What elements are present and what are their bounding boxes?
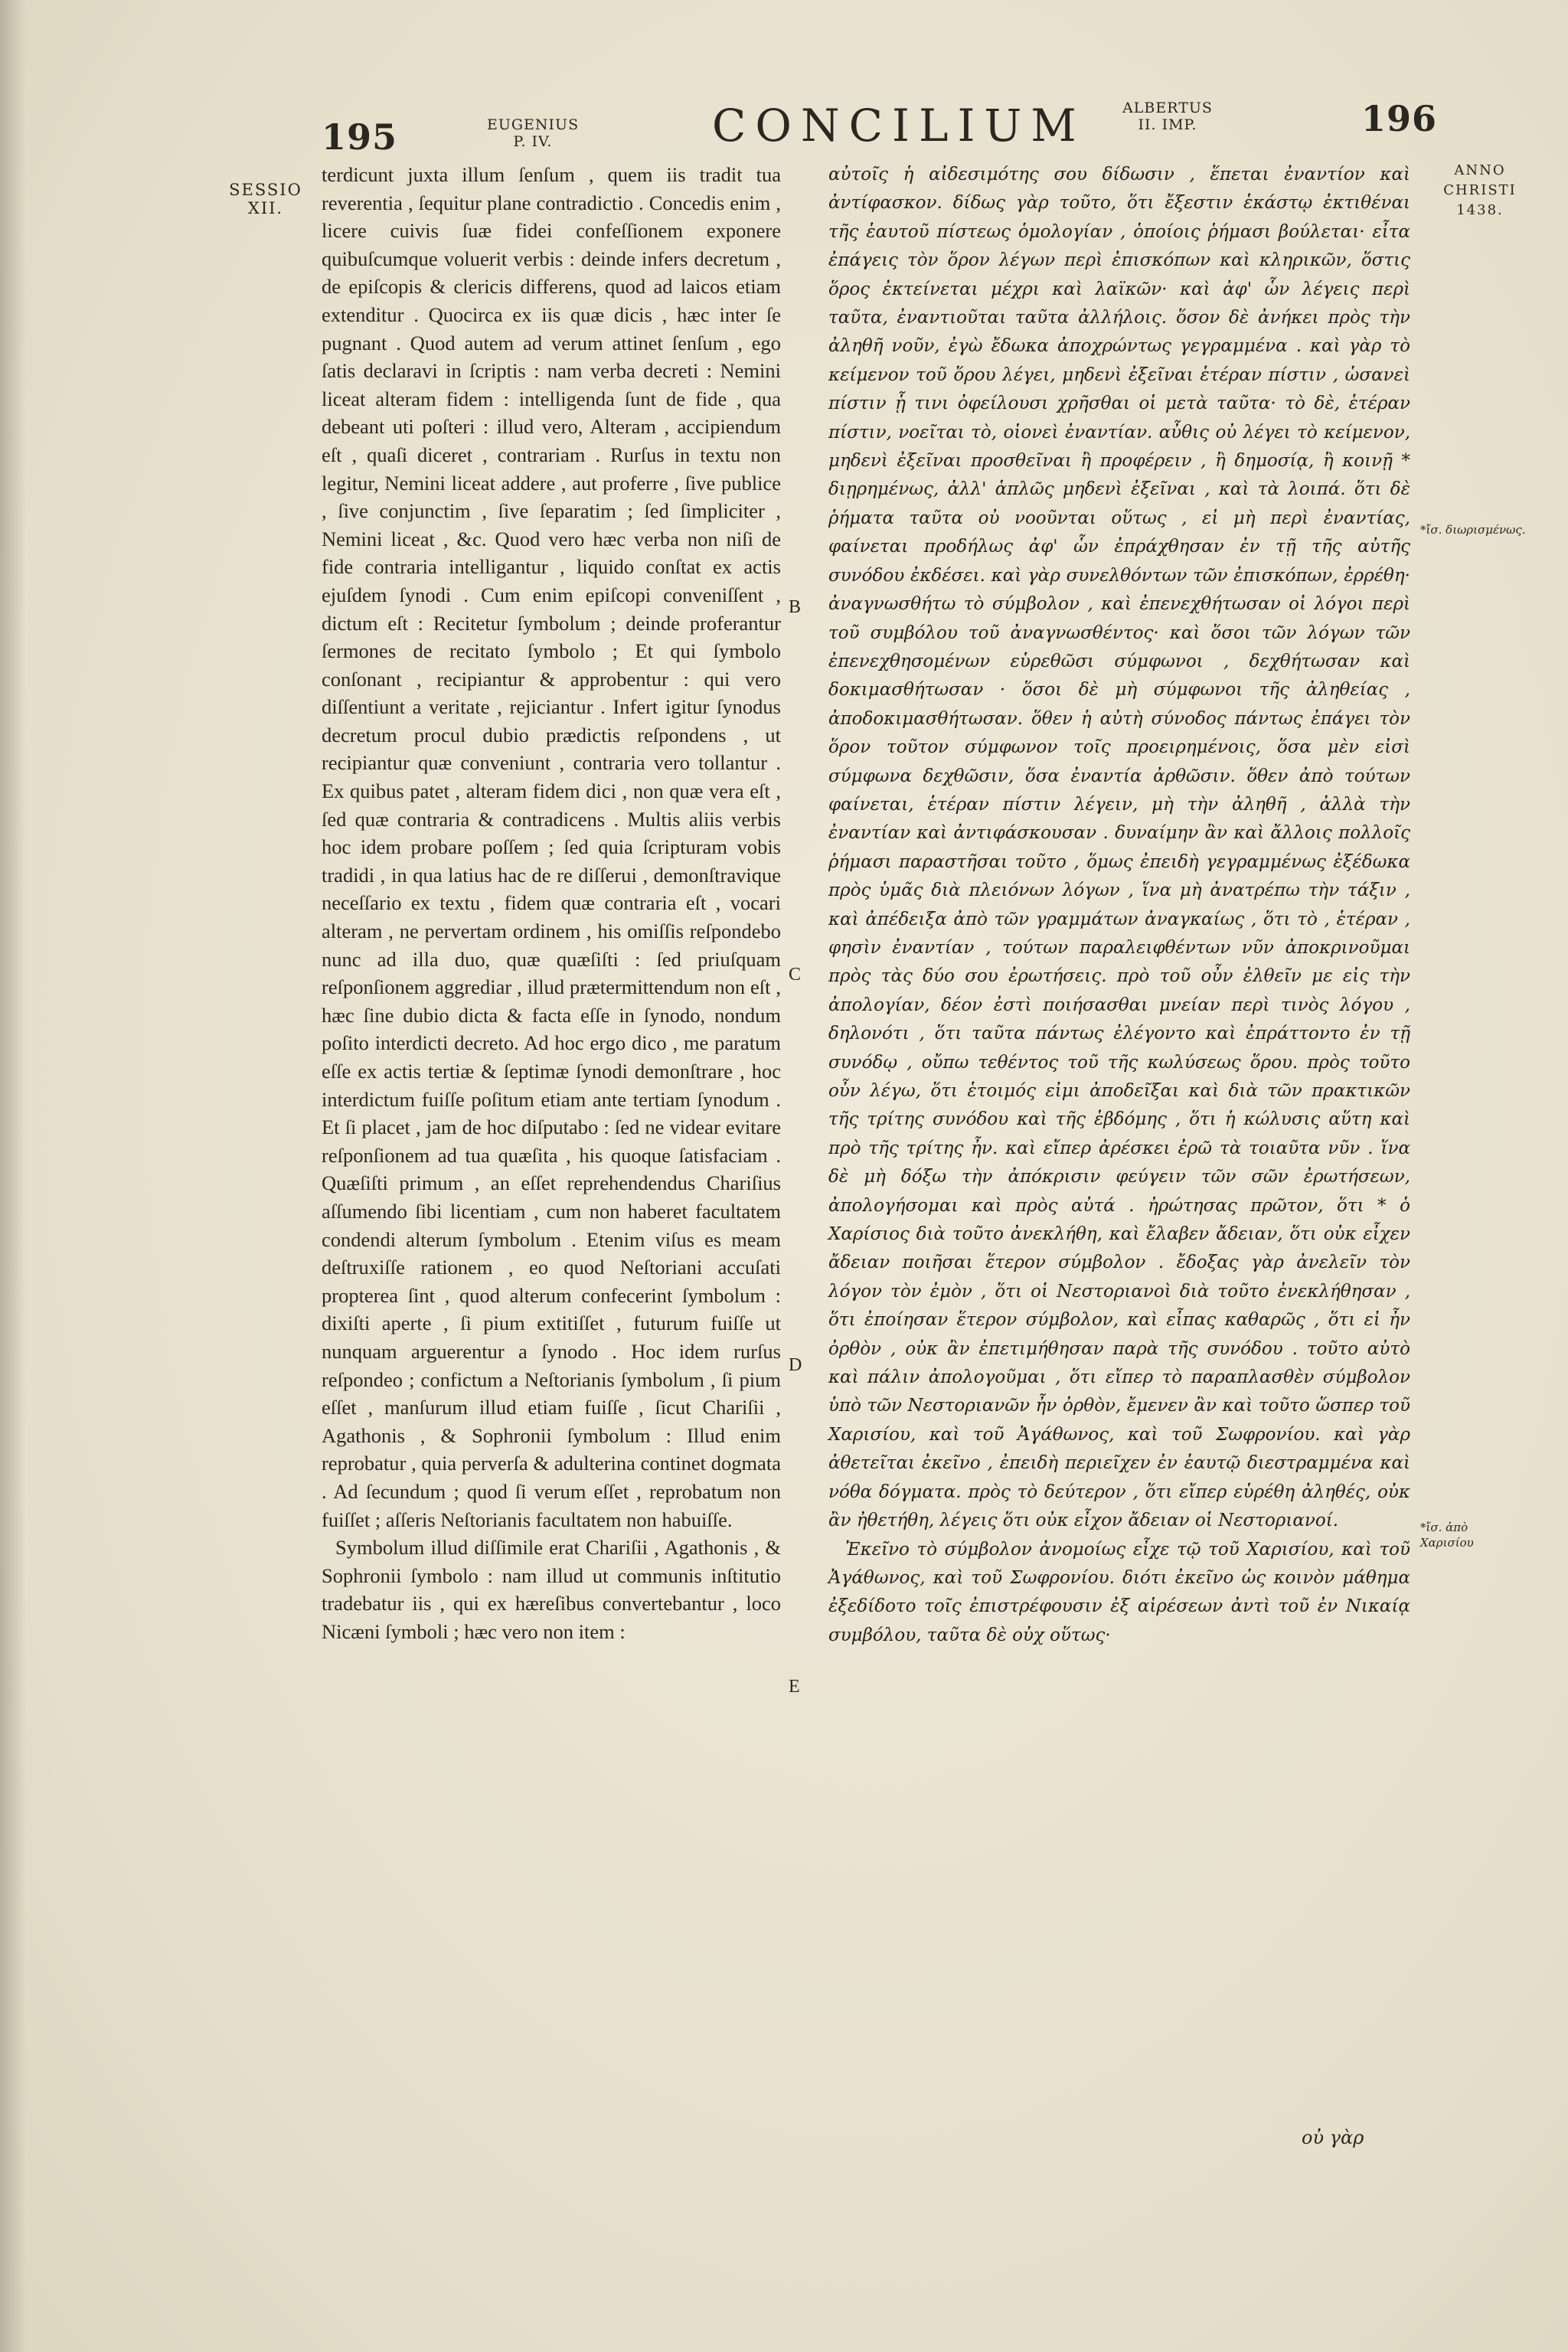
greek-paragraph: Ἐκεῖνο τὸ σύμβολον ἀνομοίως εἶχε τῷ τοῦ Χαρισίου, καὶ τοῦ Ἀγάθωνος, καὶ τοῦ Σωφρονίου. διότι ἐκεῖνο ὡς κοινὸν μάθημα ἐξεδίδοτο τοῖς ἐπιστρέφουσιν ἐξ αἱρέσεων ἀντὶ τοῦ ἐν Νικαίᾳ συμβόλου, ταῦτα δὲ οὐχ οὕτως·: [828, 1539, 1410, 1645]
left-running-head: EUGENIUS P. IV.: [487, 116, 580, 150]
latin-paragraph: Symbolum illud diſſimile erat Chariſii , Agathonis , & Sophronii ſymbolo : nam illud ut communis inſtitutio tradebatur iis , qui ex hæreſibus convertebantur , loco Nicæni ſymboli ; hæc vero non item :: [322, 1536, 781, 1643]
anno-christi-marginal-note: ANNO CHRISTI 1438.: [1443, 162, 1517, 218]
spine-shadow: [0, 0, 26, 2352]
session-marginal-note: SESSIO XII.: [229, 181, 302, 217]
catchword: οὐ γὰρ: [1302, 2127, 1364, 2148]
greek-paragraph: αὐτοῖς ἡ αἰδεσιμότης σου δίδωσιν , ἕπεται ἐναντίον καὶ ἀντίφασκον. δίδως γὰρ τοῦτο, ὅτι ἔξεστιν ἑκάστῳ ἐκτιθέναι τῆς ἑαυτοῦ πίστεως ὁμολογίαν , ὁποίοις ῥήμασι βούλεται· εἶτα ἐπάγεις τὸν ὅρον λέγων περὶ ἐπισκόπων καὶ κληρικῶν, ὅστις ὅρος ἐκτείνεται μέχρι καὶ λαϊκῶν· καὶ ἀφ' ὧν λέγεις περὶ ταῦτα, ἐναντιοῦται ταῦτα ἀλλήλοις. ὅσον δὲ ἀνήκει πρὸς τὴν ἀληθῆ νοῦν, ἐγὼ ἔδωκα ἀποχρώντως γεγραμμένα . καὶ γὰρ τὸ κείμενον τοῦ ὅρου λέγει, μηδενὶ ἐξεῖναι ἑτέραν πίστιν , ὡσανεὶ πίστιν ᾗ τινι ὀφείλουσι χρῆσθαι οἱ μετὰ ταῦτα· τὸ δὲ, ἑτέραν πίστιν, νοεῖται τὸ, οἱονεὶ ἐναντίαν. αὖθις οὐ λέγει τὸ κείμενον, μηδενὶ ἐξεῖναι προσθεῖναι ἢ προφέρειν , ἢ δημοσίᾳ, ἢ κοινῇ * διῃρημένως, ἀλλ' ἁπλῶς μηδενὶ ἐξεῖναι , καὶ τὰ λοιπά. ὅτι δὲ ῥήματα ταῦτα οὐ νοοῦνται οὕτως , εἰ μὴ περὶ ἐναντίας, φαίνεται προδήλως ἀφ' ὧν ἐπράχθησαν ἐν τῇ τῆς αὐτῆς συνόδου ἐκδέσει. καὶ γὰρ συνελθόντων τῶν ἐπισκόπων, ἐρρέθη· ἀναγνωσθήτω τὸ σύμβολον , καὶ ἐπενεχθήτωσαν οἱ λόγοι περὶ τοῦ συμβόλου τοῦ ἀναγνωσθέντος· καὶ ὅσοι τῶν λόγων τῶν ἐπενεχθησομένων εὑρεθῶσι σύμφωνοι , δεχθήτωσαν καὶ δοκιμασθήτωσαν · ὅσοι δὲ μὴ σύμφωνοι τῆς ἀληθείας , ἀποδοκιμασθήτωσαν. ὅθεν ἡ αὐτὴ σύνοδος πάντως ἐπάγει τὸν ὅρον τοῦτον σύμφωνον τοῖς προειρημένοις, ὅσα μὲν εἰσὶ σύμφωνα δεχθῶσιν, ὅσα ἐναντία ἀρθῶσιν. ὅθεν ἀπὸ τούτων φαίνεται, ἑτέραν πίστιν λέγειν, μὴ τὴν ἀληθῆ , ἀλλὰ τὴν ἐναντίαν καὶ ἀντιφάσκουσαν . δυναίμην ἂν καὶ ἄλλοις πολλοῖς ῥήμασι παραστῆσαι τοῦτο , ὅμως ἐπειδὴ γεγραμμένως ἐξέδωκα πρὸς ὑμᾶς διὰ πλειόνων λόγων , ἵνα μὴ ἀνατρέπω τὴν τάξιν , καὶ ἀπέδειξα ἀπὸ τῶν γραμμάτων ἀναγκαίως , ὅτι τὸ , ἑτέραν , φησὶν ἐναντίαν , τούτων παραλειφθέντων νῦν ἀποκρινοῦμαι πρὸς τὰς δύο σου ἐρωτήσεις. πρὸ τοῦ οὖν ἐλθεῖν με εἰς τὴν ἀπολογίαν, δέον ἐστὶ ποιήσασθαι μνείαν περὶ τινὸς λόγου , δηλονότι , ὅτι ταῦτα πάντως ἐλέγοντο καὶ ἐπράττοντο ἐν τῇ συνόδῳ , οὔπω τεθέντος τοῦ τῆς κωλύσεως ὅρου. πρὸς τοῦτο οὖν λέγω, ὅτι ἑτοιμός εἰμι ἀποδεῖξαι καὶ διὰ τῶν πρακτικῶν τῆς τρίτης συνόδου καὶ τῆς ἑβδόμης , ὅτι ἡ κώλυσις αὕτη καὶ πρὸ τῆς τρίτης ἦν. καὶ εἴπερ ἀρέσκει ἐρῶ τὰ τοιαῦτα νῦν . ἵνα δὲ μὴ δόξω τὴν ἀπόκρισιν φεύγειν τῶν σῶν ἐρωτήσεων, ἀπολογήσομαι καὶ πρὸς αὐτά . ἠρώτησας πρῶτον, ὅτι * ὁ Χαρίσιος διὰ τοῦτο ἀνεκλήθη, καὶ ἔλαβεν ἄδειαν, ὅτι οὐκ εἶχεν ἄδειαν ποιῆσαι ἕτερον σύμβολον . ἔδοξας γὰρ ἀνελεῖν τὸν λόγον τὸν ἐμὸν , ὅτι οἱ Νεστοριανοὶ διὰ τοῦτο ἐνεκλήθησαν , ὅτι ἐποίησαν ἕτερον σύμβολον, καὶ εἶπας καθαρῶς , ὅτι εἰ ἦν ὀρθὸν , οὐκ ἂν ἐπετιμήθησαν παρὰ τῆς συνόδου . τοῦτο αὐτὸ καὶ πάλιν ἀπολογοῦμαι , ὅτι εἴπερ τὸ παραπλασθὲν σύμβολον ὑπὸ τῶν Νεστοριανῶν ἦν ὀρθὸν, ἔμενεν ἂν καὶ τοῦτο ὥσπερ τοῦ Χαρισίου, καὶ τοῦ Ἀγάθωνος, καὶ τοῦ Σωφρονίου. καὶ γὰρ ἀθετεῖται ἐκεῖνο , ἐπειδὴ περιεῖχεν ἐν ἑαυτῷ διεστραμμένα καὶ νόθα δόγματα. πρὸς τὸ δεύτερον , ὅτι εἴπερ εὑρέθη ἀληθές, οὐκ ἂν ἠθετήθη, λέγεις ὅτι οὐκ εἶχον ἄδειαν οἱ Νεστοριανοί.: [828, 165, 1410, 1531]
variant-reading-note: *ἴσ. διωρισμένως.: [1420, 523, 1526, 537]
section-letter-e: E: [789, 1677, 800, 1697]
variant-reading-note: *ἴσ. ἀπὸ Χαρισίου: [1420, 1521, 1474, 1550]
greek-column: [828, 161, 1410, 1650]
section-letter-c: C: [789, 965, 802, 985]
page-header: [0, 77, 1568, 168]
page-title: CONCILIUM: [712, 100, 1086, 152]
section-letter-b: B: [789, 597, 802, 617]
left-page-number: 195: [322, 116, 398, 158]
right-page-number: 196: [1361, 98, 1438, 139]
section-letter-d: D: [789, 1355, 802, 1375]
latin-column: [322, 161, 781, 1645]
right-running-head: ALBERTUS II. IMP.: [1122, 100, 1213, 133]
latin-paragraph: terdicunt juxta illum ſenſum , quem iis tradit tua reverentia , ſequitur plane contradictio . Concedis enim , licere cuivis ſuæ fidei confeſſionem exponere quibuſcumque voluerit verbis : deinde infers decretum , de epiſcopis & clericis differens, quod ad laicos etiam extenditur . Quocirca ex iis quæ dicis , hæc inter ſe pugnant . Quod autem ad verum attinet ſenſum , ego ſatis declaravi in ſcriptis : nam verba decreti : Nemini liceat alteram fidem : intelligenda ſunt de fide , qua debeant uti poſteri : illud vero, Alteram , accipiendum eſt , quaſi diceret , contrariam . Rurſus in textu non legitur, Nemini liceat addere , aut proferre , ſive publice , ſive conjunctim , ſive ſeparatim ; ſed ſimpliciter , Nemini liceat , &c. Quod vero hæc verba non niſi de fide contraria intelligantur , liquido conſtat ex actis ejuſdem ſynodi . Cum enim epiſcopi conveniſſent , dictum eſt : Recitetur ſymbolum ; deinde proferantur ſermones de recitato ſymbolo ; Et qui ſymbolo conſonant , recipiantur & approbentur : qui vero diſſentiunt a veritate , rejiciantur . Infert igitur ſynodus decretum procul dubio prædictis reſpondens , ut recipiantur quæ conveniunt , contraria vero tollantur . Ex quibus patet , alteram fidem dici , non quæ vera eſt , ſed quæ contraria & contradicens . Multis aliis verbis hoc idem probare poſſem ; ſed quia ſcripturam vobis tradidi , in qua latius hac de re diſſerui , demonſtravique neceſſario ex textu , fidem quæ contraria eſt , vocari alteram , ne pervertam ordinem , his omiſſis reſpondebo nunc ad illa duo, quæ quæſiſti : ſed priuſquam reſponſionem aggrediar , illud prætermittendum non eſt , hæc ſine dubio dicta & facta eſſe in ſynodo, nondum poſito interdicti decreto. Ad hoc ergo dico , me paratum eſſe ex actis tertiæ & ſeptimæ ſynodi demonſtrare , hoc interdictum fuiſſe poſitum etiam ante tertiam ſynodum . Et ſi placet , jam de hoc diſputabo : ſed ne videar evitare reſponſionem ad tua quæſita , his quoque ſatisfaciam . Quæſiſti primum , an eſſet reprehendendus Chariſius aſſumendo ſibi licentiam , cum non haberet facultatem condendi alterum ſymbolum . Etenim viſus es meam deſtruxiſſe rationem , eo quod Neſtoriani accuſati propterea ſint , quod alterum confecerint ſymbolum : dixiſti aperte , ſi pium extitiſſet , futurum fuiſſe ut nunquam arguerentur a ſynodo . Hoc idem rurſus reſpondeo ; confictum a Neſtorianis ſymbolum , ſi pium eſſet , manſurum illud etiam fuiſſe , ſicut Chariſii , Agathonis , & Sophronii ſymbolum : Illud enim reprobatur , quia perverſa & adulterina continet dogmata . Ad ſecundum ; quod ſi verum eſſet , reprobatum non fuiſſet ; aſſeris Neſtorianis facultatem non habuiſſe.: [322, 163, 781, 1531]
